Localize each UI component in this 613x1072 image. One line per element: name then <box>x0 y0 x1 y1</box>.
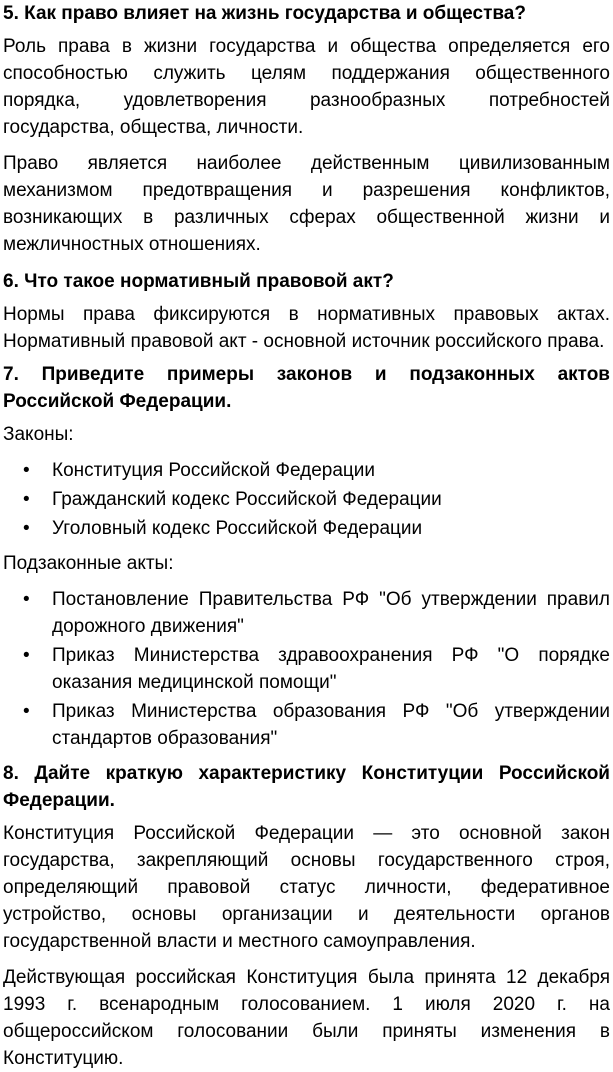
question-6-heading: 6. Что такое нормативный правовой акт? <box>3 271 394 292</box>
question-6-answer-paragraph: Нормы права фиксируются в нормативных правовых актах. Нормативный правовой акт - основной источник российского права. <box>3 304 610 352</box>
question-5-heading: 5. Как право влияет на жизнь государства и общества? <box>3 3 526 24</box>
bylaws-list <box>3 586 610 752</box>
question-8-heading: 8. Дайте краткую характеристику Конституции Российской Федерации. <box>3 763 610 811</box>
question-7-heading: 7. Приведите примеры законов и подзаконных актов Российской Федерации. <box>3 364 610 412</box>
list-item: • Приказ Министерства образования РФ "Об утверждении стандартов образования" <box>23 698 610 752</box>
list-item: • Приказ Министерства здравоохранения РФ "О порядке оказания медицинской помощи" <box>23 642 610 696</box>
list-item: • Конституция Российской Федерации <box>23 457 610 484</box>
question-8-answer-paragraph-1: Конституция Российской Федерации — это основной закон государства, закрепляющий основы государственного строя, определяющий правовой статус личности, федеративное устройство, основы организации и деятельности органов государственной власти и местного самоуправления. <box>3 823 610 952</box>
laws-list <box>3 457 610 542</box>
question-5-answer-paragraph-2: Право является наиболее действенным цивилизованным механизмом предотвращения и разрешения конфликтов, возникающих в различных сферах общественной жизни и межличностных отношениях. <box>3 153 610 255</box>
list-item: • Гражданский кодекс Российской Федерации <box>23 486 610 513</box>
list-item: • Постановление Правительства РФ "Об утверждении правил дорожного движения" <box>23 586 610 640</box>
bylaws-label: Подзаконные акты: <box>3 553 174 574</box>
question-8-answer-paragraph-2: Действующая российская Конституция была принята 12 декабря 1993 г. всенародным голосованием. 1 июля 2020 г. на общероссийском голосовании были приняты изменения в Конституцию. <box>3 967 610 1069</box>
laws-label: Законы: <box>3 424 74 445</box>
question-5-answer-paragraph-1: Роль права в жизни государства и общества определяется его способностью служить целям поддержания общественного порядка, удовлетворения разнообразных потребностей государства, общества, личности. <box>3 36 610 138</box>
list-item: • Уголовный кодекс Российской Федерации <box>23 515 610 542</box>
